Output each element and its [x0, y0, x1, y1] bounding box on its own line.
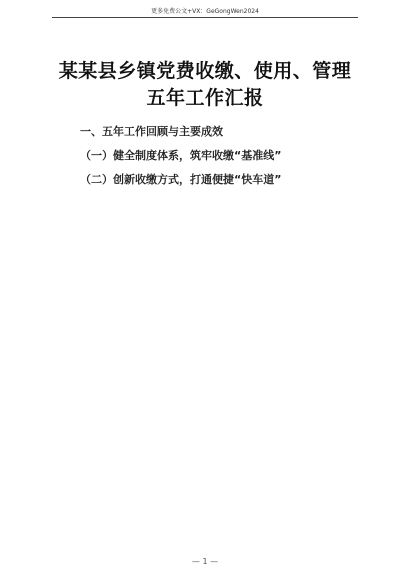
- subsection-heading-system: （一）健全制度体系，筑牢收缴“基准线”: [80, 149, 282, 162]
- document-title: 某某县乡镇党费收缴、使用、管理五年工作汇报: [58, 60, 352, 109]
- document-body: [58, 118, 352, 190]
- section-heading-review: 一、五年工作回顾与主要成效: [80, 125, 223, 138]
- header-divider: [52, 17, 358, 18]
- page-number: — 1 —: [191, 557, 219, 566]
- subsection-heading-methods: （二）创新收缴方式，打通便捷“快车道”: [80, 173, 282, 186]
- page-header-text: 更多免费公文+VX：GeGongWen2024: [151, 8, 259, 15]
